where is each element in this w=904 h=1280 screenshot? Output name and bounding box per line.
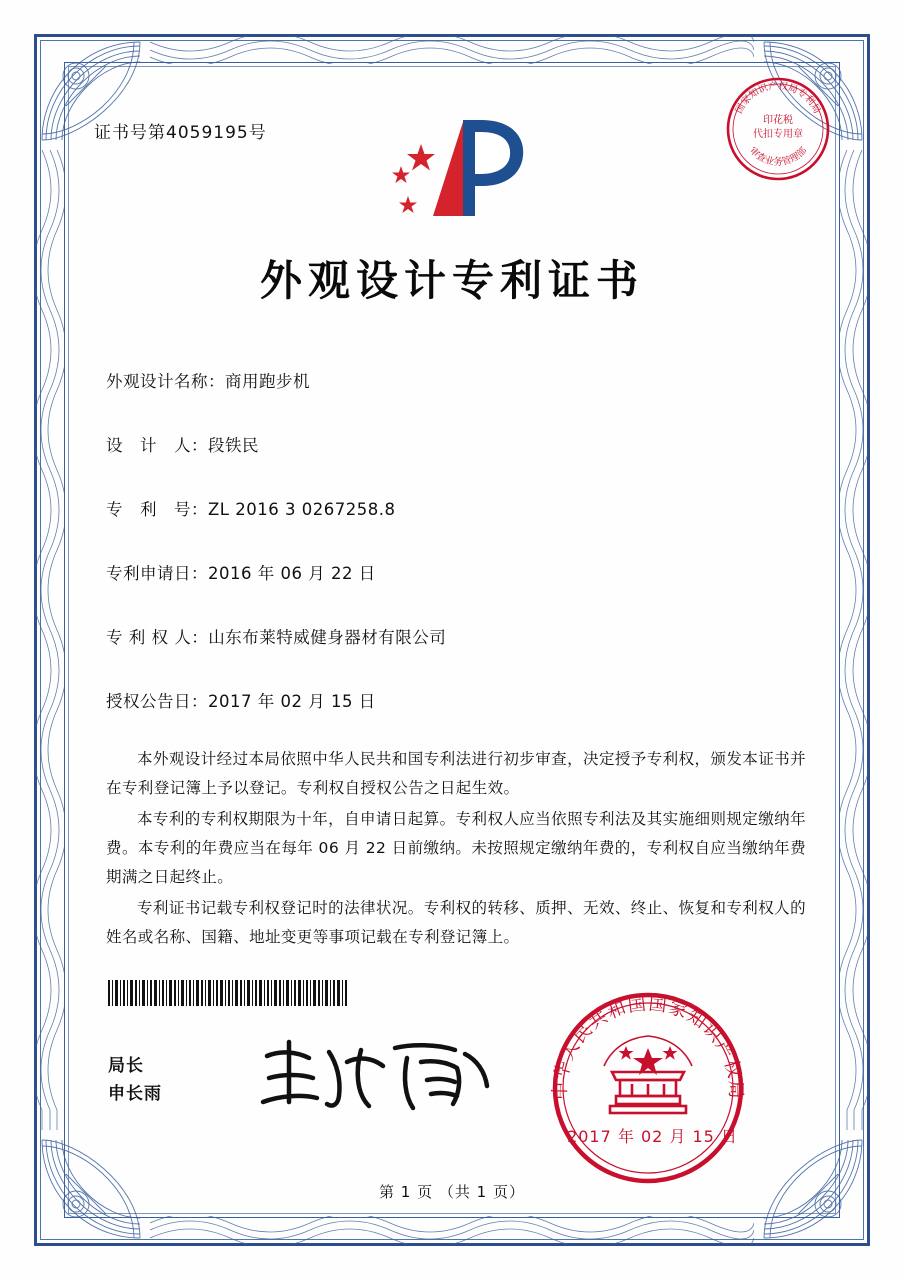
paragraph: 本专利的专利权期限为十年，自申请日起算。专利权人应当依照专利法及其实施细则规定缴纳年费。本专利的年费应当在每年 06 月 22 日前缴纳。未按照规定缴纳年费的，专利权自应当缴纳年费期满之日起终止。	[106, 810, 806, 886]
field-label: 设 计 人：	[106, 436, 208, 455]
sipo-logo-icon	[385, 112, 540, 227]
field-designer	[106, 432, 806, 456]
barcode-icon	[108, 980, 348, 1006]
field-value: ZL 2016 3 0267258.8	[208, 500, 396, 519]
edge-ornament-icon	[150, 1216, 754, 1244]
field-patent-number	[106, 496, 806, 520]
paragraph: 本外观设计经过本局依照中华人民共和国专利法进行初步审查，决定授予专利权，颁发本证书并在专利登记簿上予以登记。专利权自授权公告之日起生效。	[106, 750, 806, 797]
svg-text:印花税: 印花税	[763, 115, 793, 126]
certificate-number: 证书号第4059195号	[94, 123, 267, 143]
national-emblem-round-seal-icon	[548, 988, 748, 1188]
field-label: 专 利 权 人：	[106, 628, 209, 647]
svg-text:审查业务管理部: 审查业务管理部	[746, 145, 810, 168]
svg-text:国家知识产权局专利局: 国家知识产权局专利局	[733, 80, 823, 116]
field-value: 商用跑步机	[225, 372, 310, 391]
field-value: 山东布莱特威健身器材有限公司	[208, 628, 447, 647]
field-label: 专利申请日：	[106, 564, 208, 583]
page-title: 外观设计专利证书	[259, 256, 644, 305]
round-red-stamp-icon	[724, 75, 832, 183]
edge-ornament-icon	[150, 36, 754, 64]
svg-text:中华人民共和国国家知识产权局: 中华人民共和国国家知识产权局	[549, 993, 747, 1101]
seal-date: 2017 年 02 月 15 日	[567, 1127, 738, 1146]
field-value: 段铁民	[208, 436, 259, 455]
field-label: 授权公告日：	[106, 692, 208, 711]
field-label: 专 利 号：	[106, 500, 208, 519]
page-footer: 第 1 页 （共 1 页）	[379, 1183, 525, 1201]
field-application-date	[106, 560, 806, 584]
field-patentee	[106, 624, 806, 648]
signoff-role: 局长	[108, 1056, 144, 1076]
field-design-name	[106, 368, 806, 392]
field-value: 2017 年 02 月 15 日	[208, 692, 376, 711]
signoff-name: 申长雨	[108, 1084, 162, 1104]
legal-text	[106, 745, 806, 954]
paragraph: 专利证书记载专利权登记时的法律状况。专利权的转移、质押、无效、终止、恢复和专利权人的姓名或名称、国籍、地址变更等事项记载在专利登记簿上。	[106, 899, 806, 946]
svg-text:代扣专用章: 代扣专用章	[753, 129, 803, 140]
handwritten-signature-icon	[255, 1032, 495, 1122]
signoff-block	[108, 1052, 162, 1108]
field-grant-announcement-date	[106, 688, 806, 712]
fields-list	[106, 368, 806, 752]
field-label: 外观设计名称：	[106, 372, 225, 391]
field-value: 2016 年 06 月 22 日	[208, 564, 376, 583]
